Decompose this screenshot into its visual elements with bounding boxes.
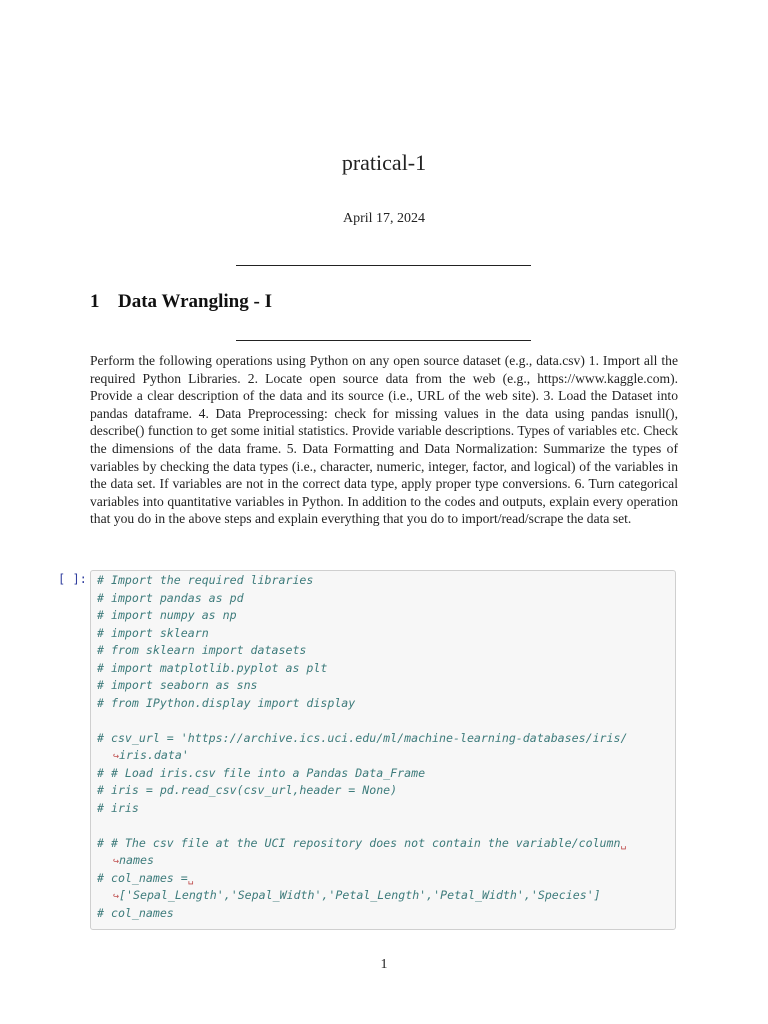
code-line-text: iris.data' bbox=[119, 748, 189, 762]
code-line: # iris bbox=[97, 800, 139, 815]
line-wrap-icon: ␣ bbox=[187, 873, 194, 885]
code-line-text: names bbox=[119, 853, 154, 867]
code-line: # import seaborn as sns bbox=[97, 678, 258, 692]
code-line-continued bbox=[113, 887, 601, 905]
task-description: Perform the following operations using Python on any open source dataset (e.g., data.csv) 1. Import all the required Python Libraries. 2. Locate open source data from the web (e.g., https://www.kaggle.com). Provide a clear description of the data and its source (i.e., URL of the web site). 3. Load the Dataset into pandas dataframe. 4. Data Preprocessing: check for missing values in the data using pandas isnull(), describe() function to get some initial statistics. Provide variable descriptions. Types of variables etc. Check the dimensions of the data frame. 5. Data Formatting and Data Normalization: Summarize the types of variables by checking the data types (i.e., character, numeric, integer, factor, and logical) of the variables in the data set. If variables are not in the correct data type, apply proper type conversions. 6. Turn categorical variables into quantitative variables in Python. In addition to the codes and outputs, explain every operation that you do in the above steps and explain everything that you do to import/read/scrape the data set. bbox=[90, 353, 678, 527]
section-title: Data Wrangling - I bbox=[118, 291, 272, 312]
cell-prompt: [ ]: bbox=[58, 572, 87, 586]
code-line: # iris = pd.read_csv(csv_url,header = None) bbox=[97, 783, 398, 797]
code-line: # col_names bbox=[97, 905, 174, 920]
horizontal-rule bbox=[236, 265, 531, 266]
section-number: 1 bbox=[90, 291, 100, 312]
code-line-text: # # The csv file at the UCI repository does not contain the variable/column bbox=[97, 835, 621, 850]
code-line: # # Load iris.csv file into a Pandas Data_Frame bbox=[97, 765, 426, 780]
line-continuation-icon: ↪ bbox=[113, 856, 120, 867]
code-line-continued bbox=[113, 747, 189, 765]
code-line: # Import the required libraries bbox=[97, 573, 314, 587]
code-cell[interactable] bbox=[90, 570, 676, 930]
code-line: # from IPython.display import display bbox=[97, 695, 356, 710]
code-line: # import sklearn bbox=[97, 625, 209, 640]
code-line: # csv_url = 'https://archive.ics.uci.edu/ml/machine-learning-databases/iris/ bbox=[97, 730, 628, 745]
code-line-text: ['Sepal_Length','Sepal_Width','Petal_Length','Petal_Width','Species'] bbox=[119, 888, 601, 902]
code-line: # import numpy as np bbox=[97, 608, 237, 622]
line-continuation-icon: ↪ bbox=[113, 891, 120, 902]
code-line-wrapped bbox=[97, 870, 194, 888]
section-heading bbox=[90, 291, 272, 313]
code-line-wrapped bbox=[97, 835, 627, 853]
line-continuation-icon: ↪ bbox=[113, 751, 120, 762]
code-line: # from sklearn import datasets bbox=[97, 643, 307, 657]
page-number: 1 bbox=[380, 957, 388, 972]
document-date: April 17, 2024 bbox=[342, 211, 426, 226]
code-line: # import matplotlib.pyplot as plt bbox=[97, 660, 328, 675]
code-line-continued bbox=[113, 852, 154, 870]
line-wrap-icon: ␣ bbox=[620, 838, 627, 850]
document-title: pratical-1 bbox=[341, 150, 427, 175]
horizontal-rule bbox=[236, 340, 531, 341]
code-line-text: # col_names = bbox=[97, 870, 188, 885]
code-line: # import pandas as pd bbox=[97, 590, 244, 605]
